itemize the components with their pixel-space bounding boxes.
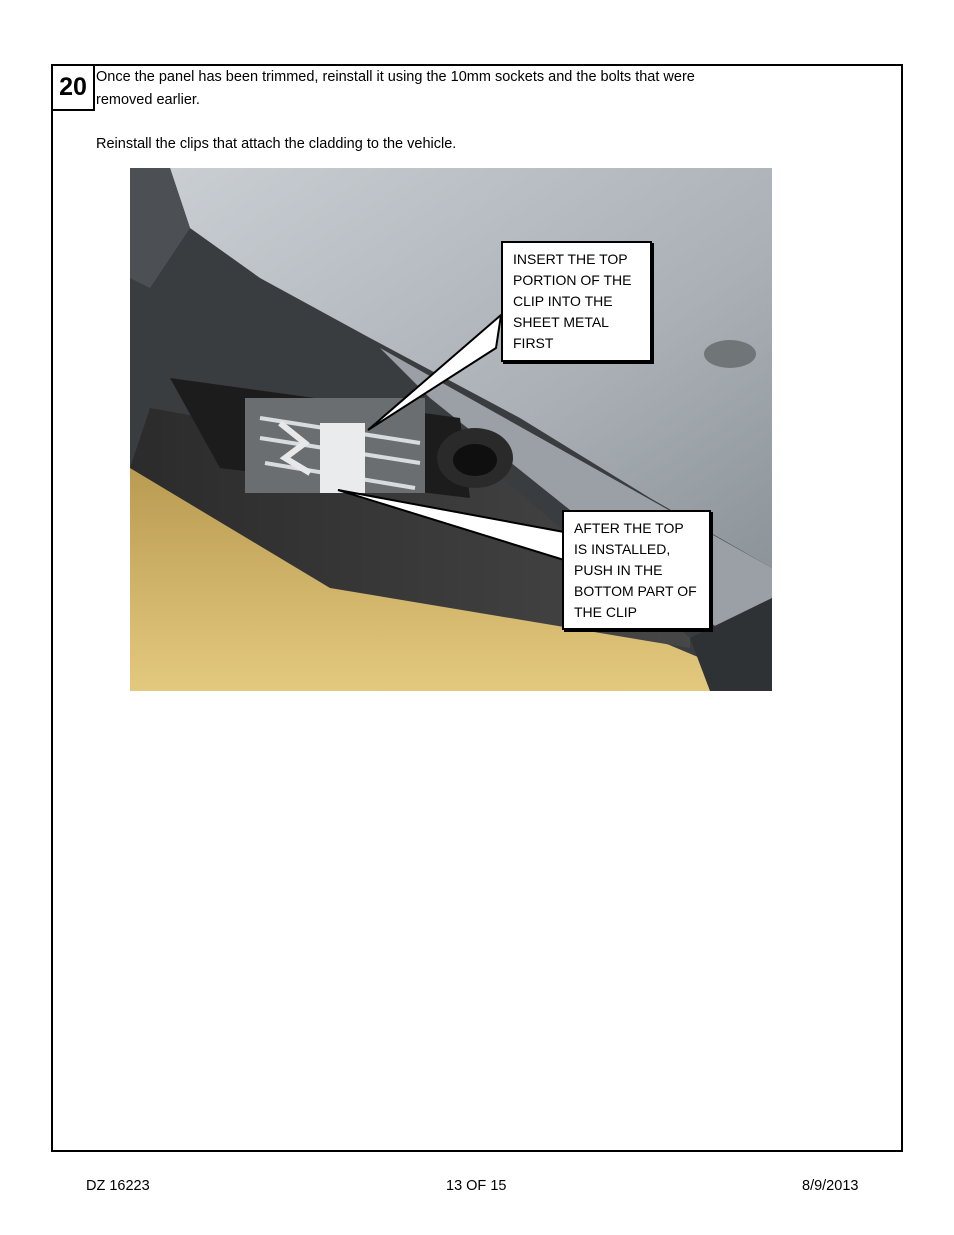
callout-push-bottom: AFTER THE TOP IS INSTALLED, PUSH IN THE BOTTOM PART OF THE CLIP (562, 510, 711, 630)
footer-doc-id: DZ 16223 (86, 1178, 150, 1194)
step-number: 20 (53, 66, 95, 111)
step-instruction-2: Reinstall the clips that attach the cladding to the vehicle. (96, 136, 457, 152)
footer-page-number: 13 OF 15 (446, 1178, 507, 1194)
footer-date: 8/9/2013 (802, 1178, 859, 1194)
callout-insert-top: INSERT THE TOP PORTION OF THE CLIP INTO THE SHEET METAL FIRST (501, 241, 652, 362)
step-instruction-1: Once the panel has been trimmed, reinstall it using the 10mm sockets and the bolts that were removed earlier. (96, 69, 695, 108)
